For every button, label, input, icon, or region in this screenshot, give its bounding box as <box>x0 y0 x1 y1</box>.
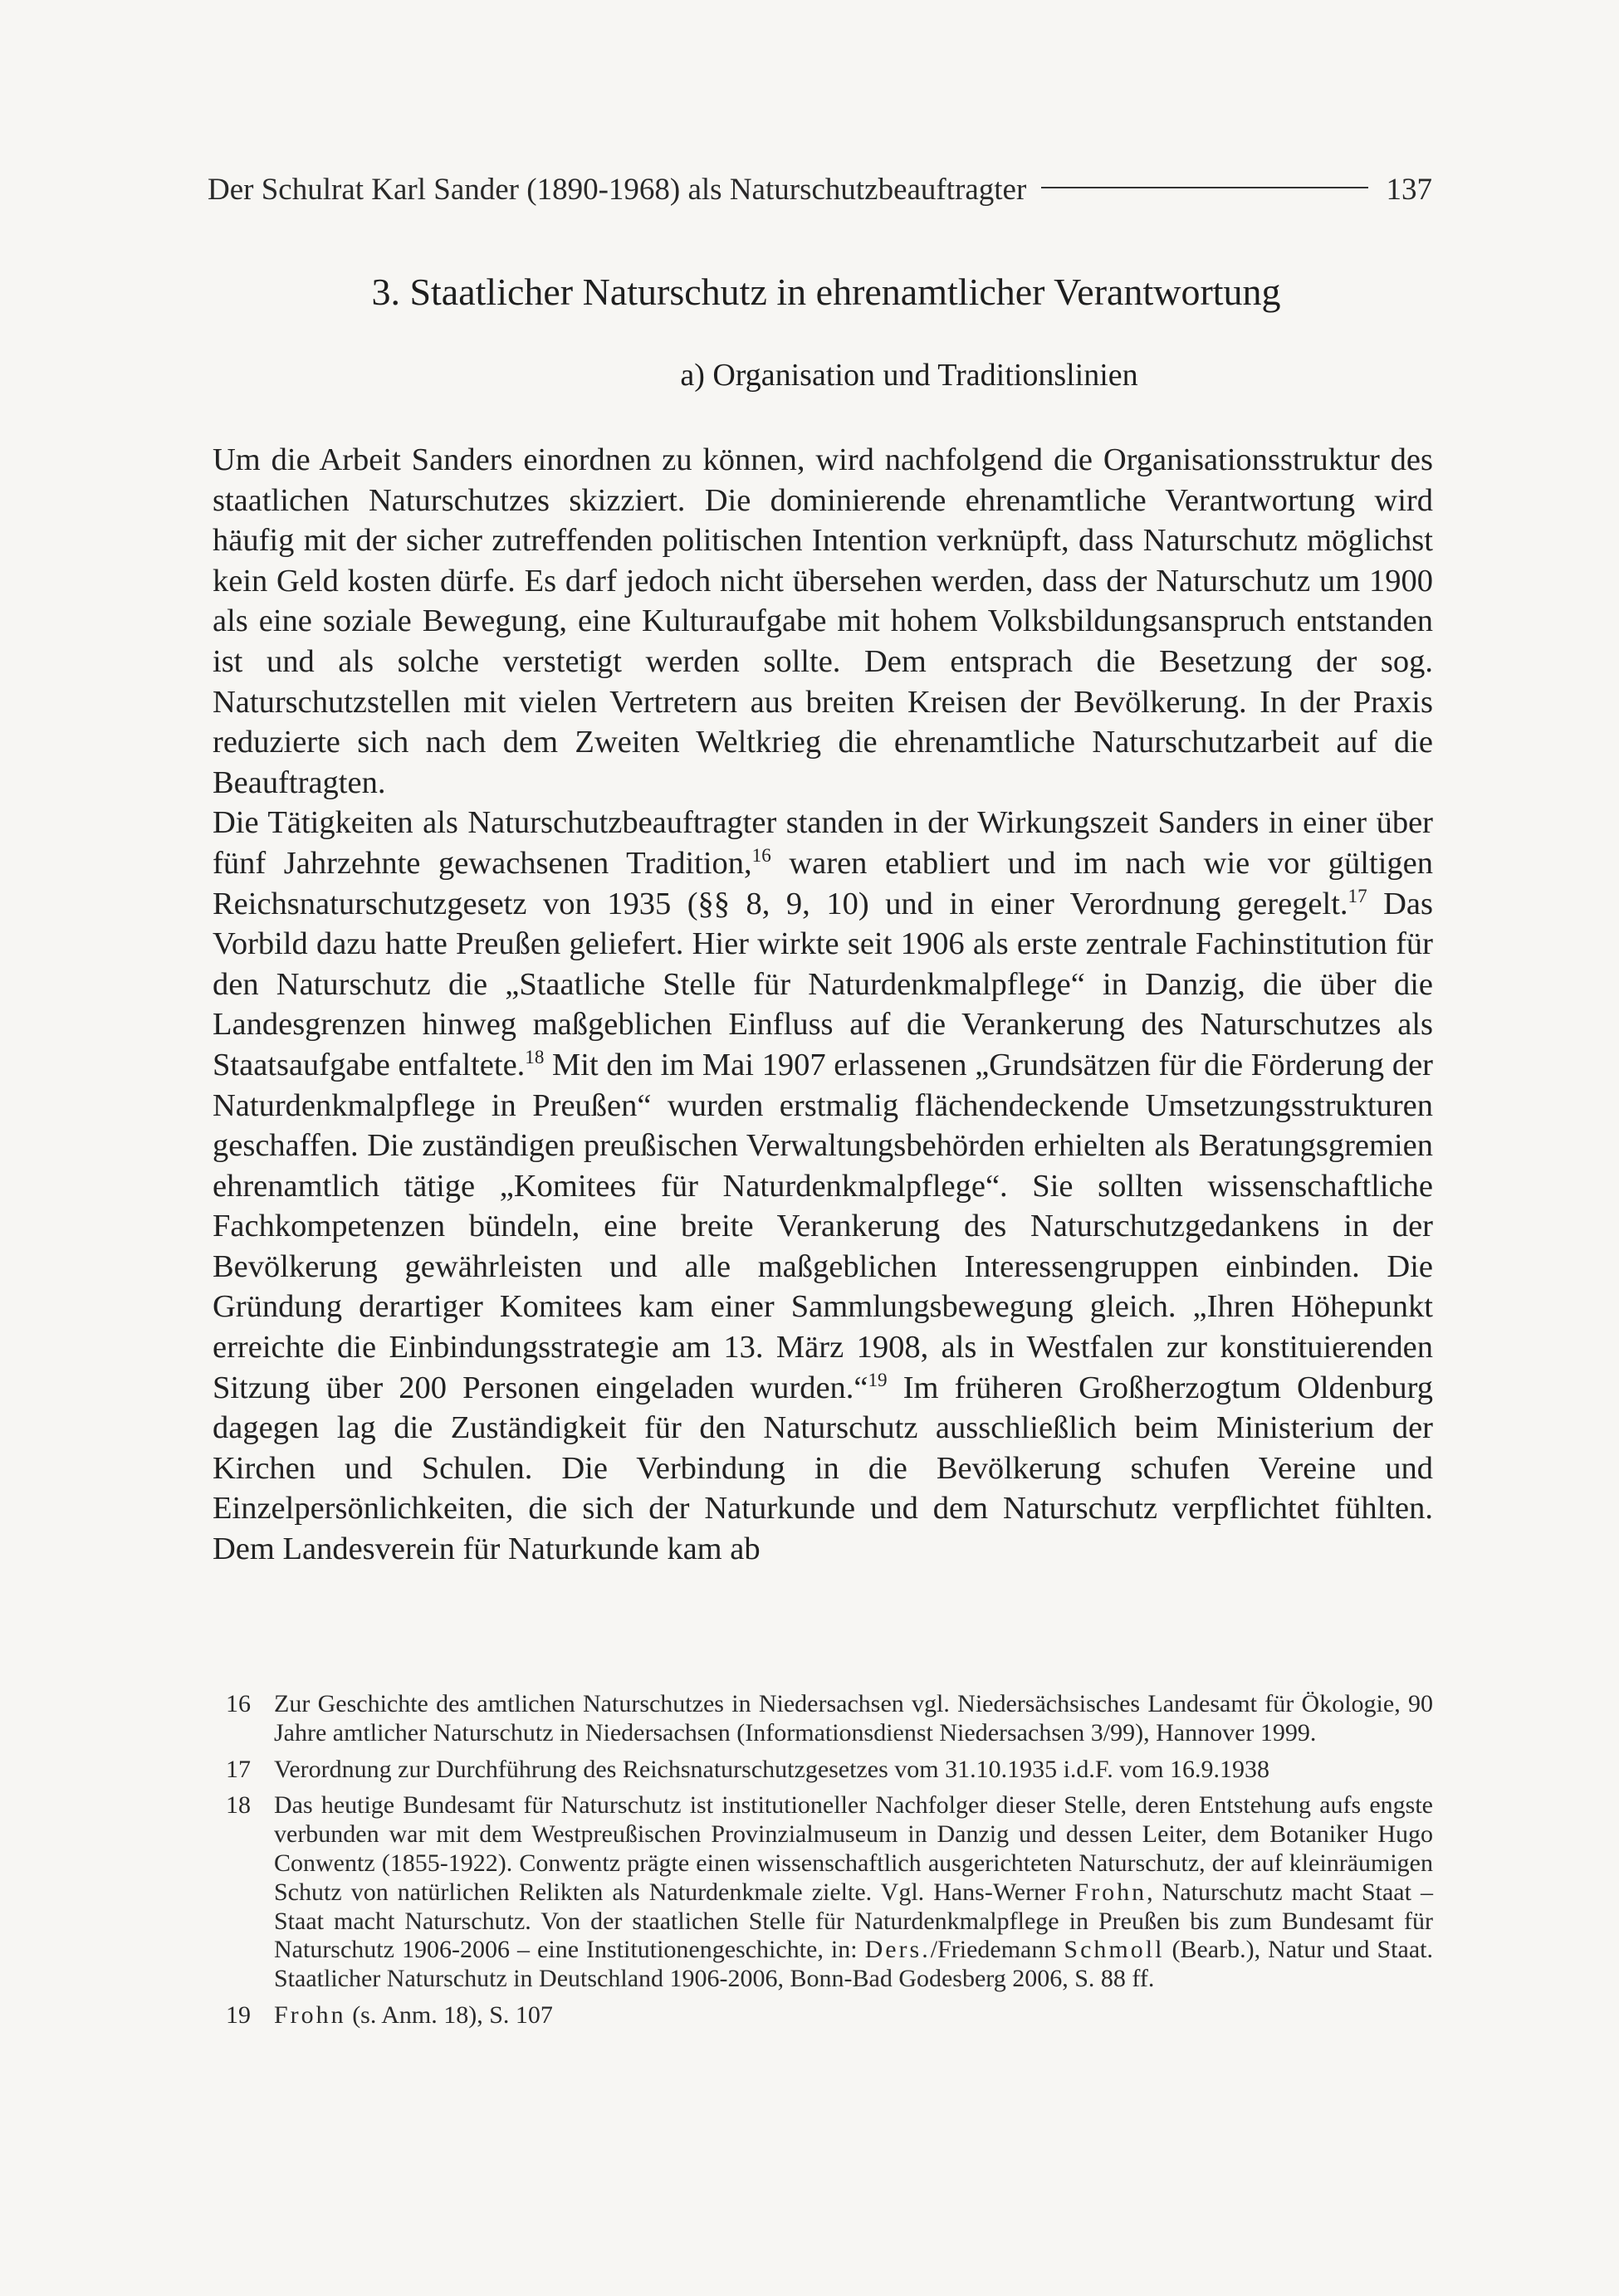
footnote-ref-18[interactable]: 18 <box>525 1046 545 1068</box>
footnote-text: Verordnung zur Durchführung des Reichsnaturschutzgesetzes vom 31.10.1935 i.d.F. vom 16.9.1938 <box>274 1755 1270 1783</box>
footnotes <box>226 1690 1433 2038</box>
footnote-ref-17[interactable]: 17 <box>1348 884 1367 906</box>
footnote-18-part-2: , Naturschutz macht Staat – Staat macht Naturschutz. Von der staatlichen Stelle für Naturdenkmalpflege in Preußen bis zum Bundesamt für Naturschutz 1906-2006 – eine Institutionengeschichte, in: <box>274 1878 1433 1964</box>
footnote-16 <box>226 1690 1433 1748</box>
paragraph-1: Um die Arbeit Sanders einordnen zu können, wird nachfolgend die Organisationsstruktur des staatlichen Naturschutzes skizziert. Die dominierende ehrenamtliche Verantwortung wird häufig mit der sicher zutreffenden politischen Intention verknüpft, dass Naturschutz möglichst kein Geld kosten dürfe. Es darf jedoch nicht übersehen werden, dass der Naturschutz um 1900 als eine soziale Bewegung, eine Kulturaufgabe mit hohem Volksbildungsanspruch entstanden ist und als solche verstetigt werden sollte. Dem entsprach die Besetzung der sog. Naturschutzstellen mit vielen Vertretern aus breiten Kreisen der Bevölkerung. In der Praxis reduzierte sich nach dem Zweiten Weltkrieg die ehrenamtliche Naturschutzarbeit auf die Beauftragten. <box>213 442 1433 800</box>
author-name-frohn: Frohn <box>274 2000 346 2029</box>
paragraph-2-part-d: Mit den im Mai 1907 erlassenen „Grundsätzen für die Förderung der Naturdenkmalpflege in Preußen“ wurden erstmalig flächendeckende Umsetzungsstrukturen geschaffen. Die zuständigen preußischen Verwaltungsbehörden erhielten als Beratungsgremien ehrenamtlich tätige „Komitees für Naturdenkmalpflege“. Sie sollten wissenschaftliche Fachkompetenzen bündeln, eine breite Verankerung des Naturschutzgedankens in der Bevölkerung gewährleisten und alle maßgeblichen Interessengruppen einbinden. Die Gründung derartiger Komitees kam einer Sammlungsbewegung gleich. „Ihren Höhepunkt erreichte die Einbindungsstrategie am 13. März 1908, als in Westfalen zur konstituierenden Sitzung über 200 Personen eingeladen wurden.“ <box>213 1047 1433 1405</box>
running-title: Der Schulrat Karl Sander (1890-1968) als Naturschutzbeauftragter <box>208 172 1027 207</box>
footnote-number: 18 <box>226 1791 251 1820</box>
footnote-18 <box>226 1791 1433 1994</box>
paragraph-2-part-e: Im früheren Großherzogtum Oldenburg dagegen lag die Zuständigkeit für den Naturschutz ausschließlich beim Ministerium der Kirchen und Schulen. Die Verbindung in die Bevölkerung schufen Vereine und Einzelpersönlichkeiten, die sich der Naturkunde und dem Naturschutz verpflichtet fühlten. Dem Landesverein für Naturkunde kam ab <box>213 1370 1433 1567</box>
body-text <box>213 440 1433 1570</box>
paragraph-2-part-a: Die Tätigkeiten als Naturschutzbeauftragter standen in der Wirkungszeit Sanders in einer über fünf Jahrzehnte gewachsenen Tradition, <box>213 805 1433 881</box>
paragraph-2-part-b: waren etabliert und im nach wie vor gültigen Reichsnaturschutzgesetz von 1935 (§§ 8, 9, 10) und in einer Verordnung geregelt. <box>213 845 1433 921</box>
paragraph-2 <box>213 803 1433 1569</box>
author-name-frohn: Frohn <box>1074 1878 1147 1906</box>
author-name-ders: Ders. <box>864 1936 931 1964</box>
footnote-number: 17 <box>226 1755 251 1783</box>
footnote-number: 16 <box>226 1690 251 1717</box>
footnote-text <box>274 2001 1433 2030</box>
footnote-text <box>274 1791 1433 1994</box>
footnote-17 <box>226 1756 1433 1785</box>
footnote-ref-16[interactable]: 16 <box>751 844 771 867</box>
footnote-19-part-1: (s. Anm. 18), S. 107 <box>345 2000 553 2029</box>
author-name-schmoll: Schmoll <box>1064 1936 1165 1964</box>
footnote-18-part-4: (Bearb.), Natur und Staat. Staatlicher Naturschutz in Deutschland 1906-2006, Bonn-Bad Godesberg 2006, S. 88 ff. <box>274 1936 1433 1993</box>
subsection-heading: a) Organisation und Traditionslinien <box>680 358 1138 393</box>
footnote-18-part-3: /Friedemann <box>930 1936 1064 1964</box>
section-heading: 3. Staatlicher Naturschutz in ehrenamtlicher Verantwortung <box>371 271 1281 313</box>
page-number: 137 <box>1386 172 1432 207</box>
footnote-text: Zur Geschichte des amtlichen Naturschutzes in Niedersachsen vgl. Niedersächsisches Landesamt für Ökologie, 90 Jahre amtlicher Naturschutz in Niedersachsen (Informationsdienst Niedersachsen 3/99), Hannover 1999. <box>274 1690 1433 1746</box>
running-header <box>208 166 1432 213</box>
header-rule <box>1041 187 1367 188</box>
footnote-ref-19[interactable]: 19 <box>868 1368 888 1390</box>
footnote-number: 19 <box>226 2000 251 2029</box>
paragraph-2-part-c: Das Vorbild dazu hatte Preußen geliefert. Hier wirkte seit 1906 als erste zentrale Fachinstitution für den Naturschutz die „Staatliche Stelle für Naturdenkmalpflege“ in Danzig, die über die Landesgrenzen hinweg maßgeblichen Einfluss auf die Verankerung des Naturschutzes als Staatsaufgabe entfaltete. <box>213 886 1433 1082</box>
footnote-18-part-1: Das heutige Bundesamt für Naturschutz ist institutioneller Nachfolger dieser Stelle, deren Entstehung aufs engste verbunden war mit dem Westpreußischen Provinzialmuseum in Danzig und dessen Leiter, dem Botaniker Hugo Conwentz (1855-1922). Conwentz prägte einen wissenschaftlich ausgerichteten Naturschutz, der auf kleinräumigen Schutz von natürlichen Relikten als Naturdenkmale zielte. Vgl. Hans-Werner <box>274 1791 1433 1906</box>
footnote-19 <box>226 2001 1433 2030</box>
